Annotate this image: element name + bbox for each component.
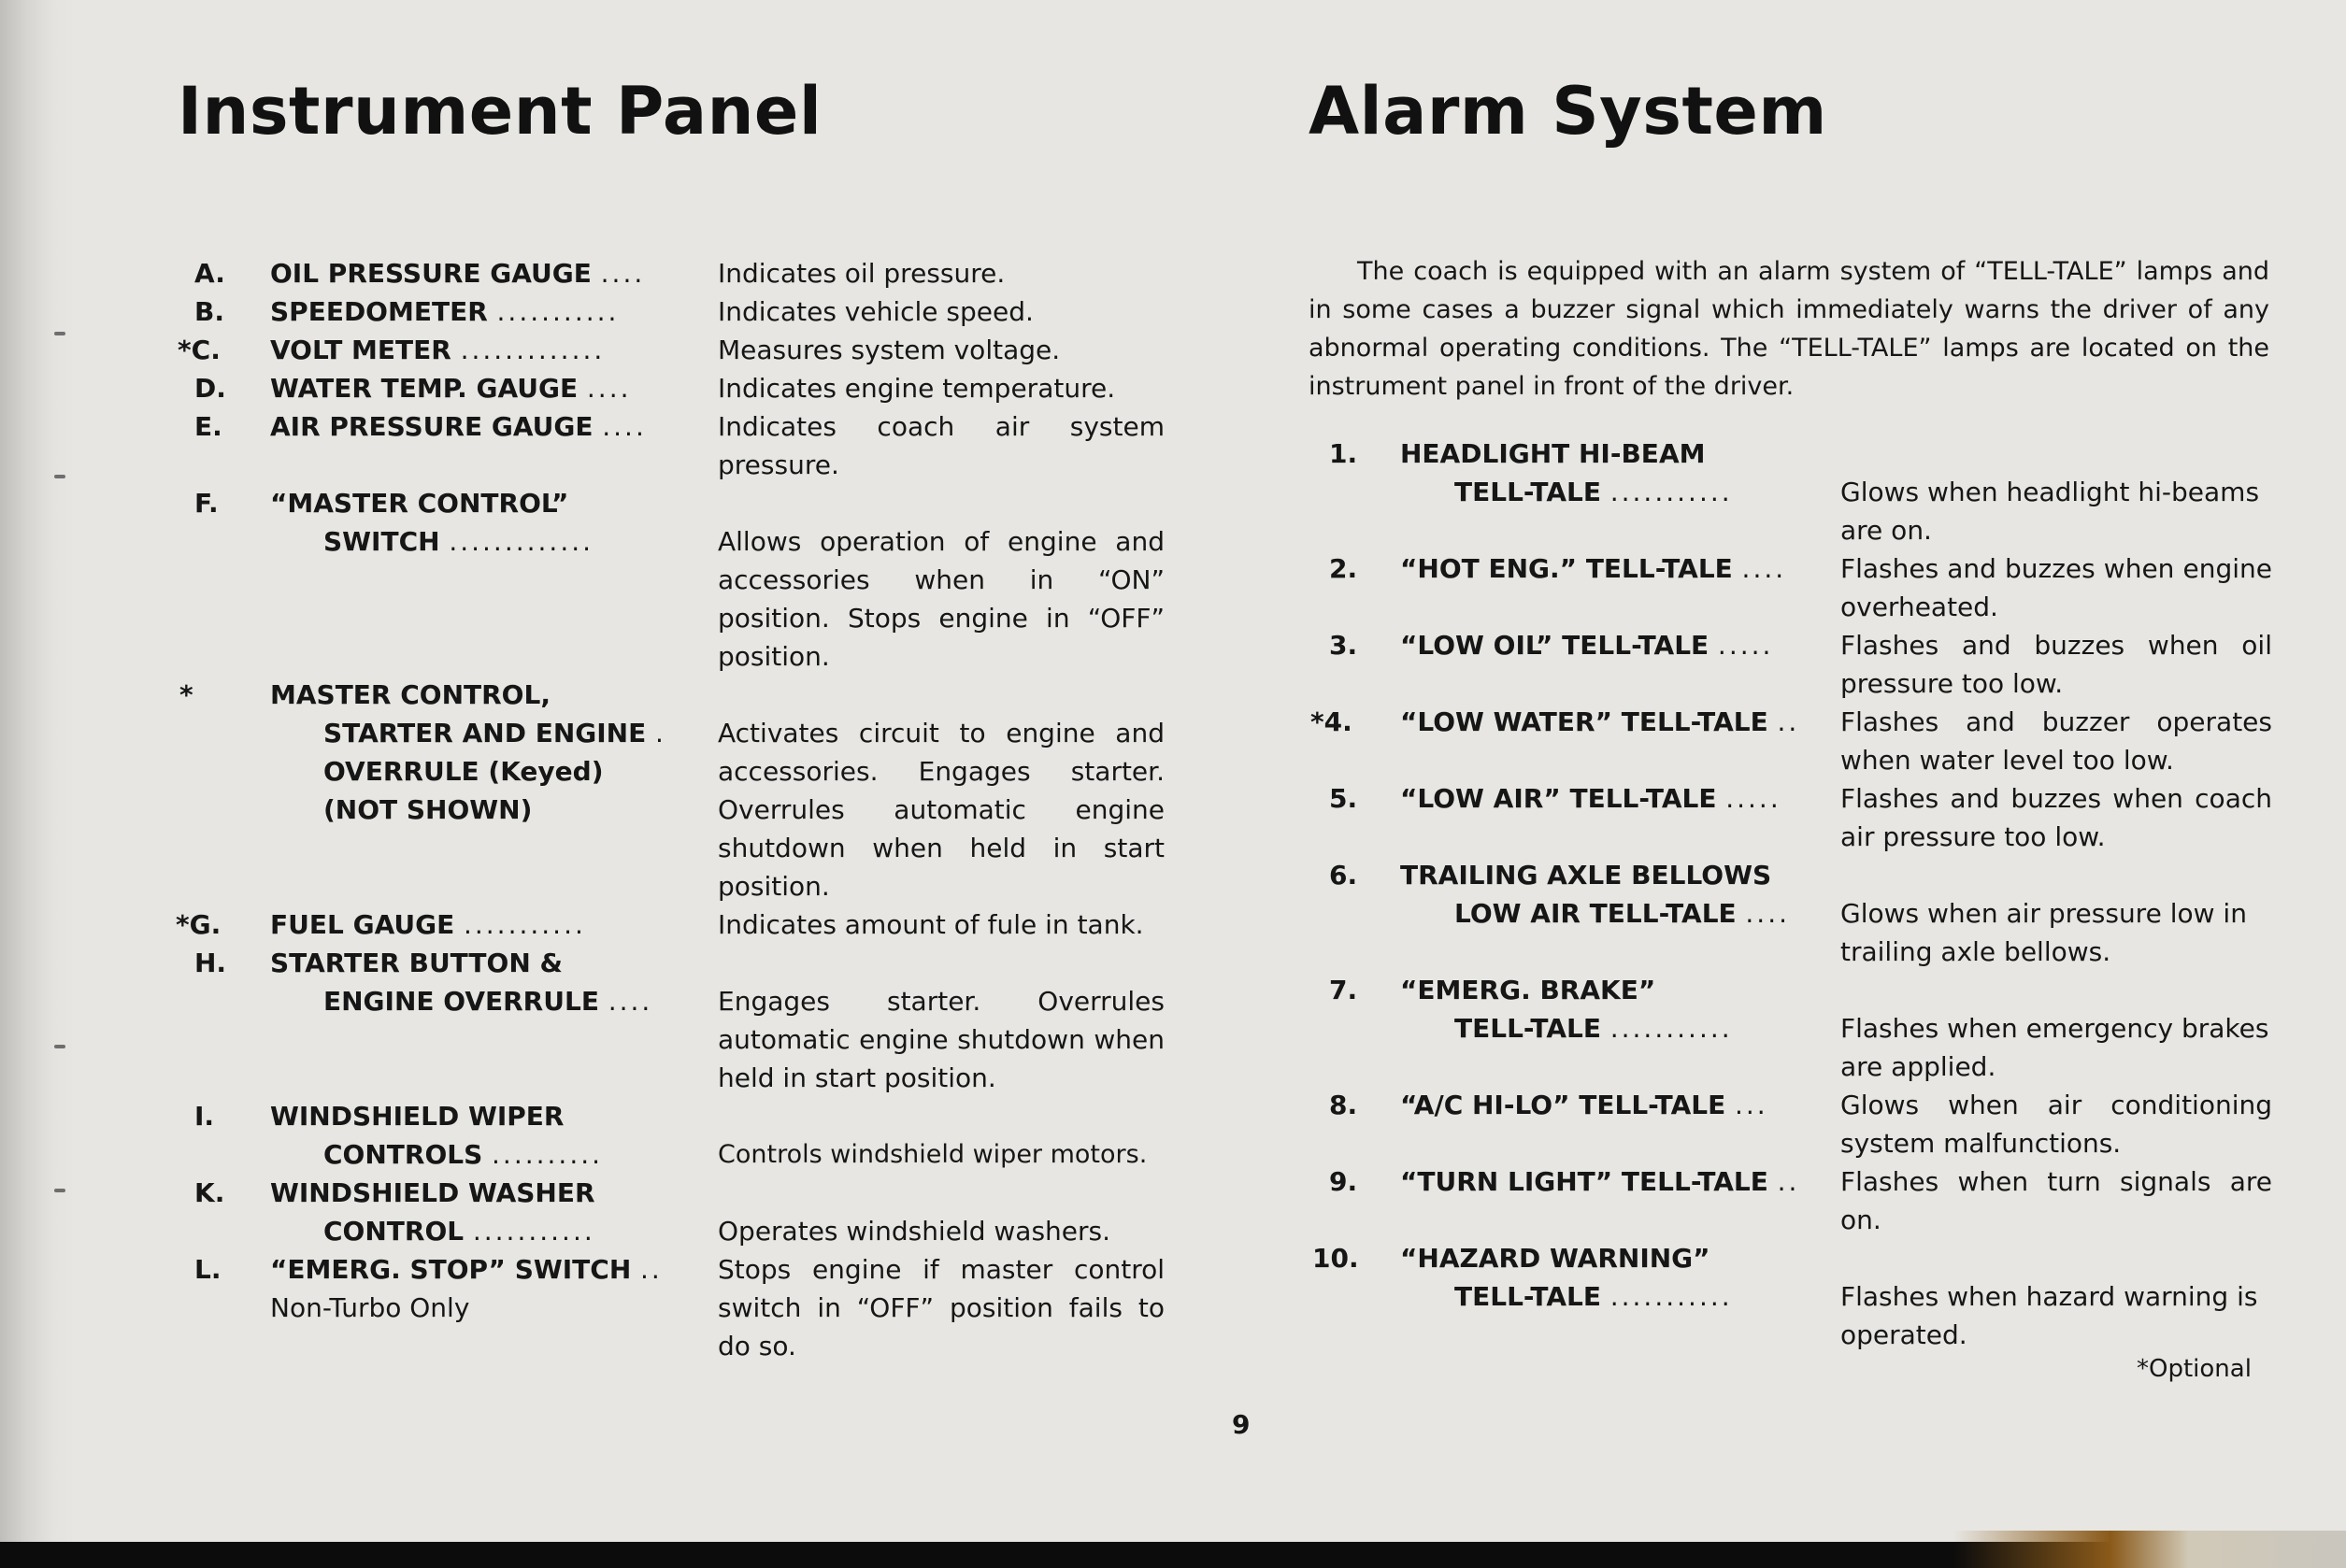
item-mark: E. (194, 411, 222, 442)
item-number: 6. (1329, 860, 1358, 891)
item-label: “EMERG. STOP” SWITCH .. (270, 1254, 663, 1285)
item-description: Flashes and buzzes when oil pressure too low. (1840, 630, 2272, 699)
item-label: TELL-TALE ........... (1454, 477, 1733, 507)
item-description: Flashes when emergency brakes are applied. (1840, 1013, 2269, 1082)
item-label: “A/C HI-LO” TELL-TALE ... (1400, 1090, 1768, 1120)
item-description: Indicates vehicle speed. (718, 296, 1034, 327)
item-label: “LOW WATER” TELL-TALE .. (1400, 706, 1800, 737)
page-number: 9 (1232, 1409, 1251, 1440)
item-label: SPEEDOMETER ........... (270, 296, 620, 327)
item-mark: * (179, 679, 193, 710)
item-number: 5. (1329, 783, 1358, 814)
item-mark: L. (194, 1254, 222, 1285)
item-mark: *G. (176, 909, 222, 940)
item-label: HEADLIGHT HI-BEAM (1400, 438, 1706, 469)
item-label: OVERRULE (Keyed) (323, 756, 604, 787)
item-description: Engages starter. Overrules automatic engine shutdown when held in start position. (718, 986, 1165, 1093)
item-label: AIR PRESSURE GAUGE .... (270, 411, 647, 442)
item-label: LOW AIR TELL-TALE .... (1454, 898, 1791, 929)
item-description: Activates circuit to engine and accessories. Engages starter. Overrules automatic engine shutdown when held in start position. (718, 718, 1165, 902)
item-mark: H. (194, 948, 227, 978)
item-label: CONTROLS .......... (323, 1139, 604, 1170)
item-number: *4. (1310, 706, 1352, 737)
item-mark: K. (194, 1177, 225, 1208)
item-description: Flashes and buzzer operates when water level too low. (1840, 706, 2272, 776)
item-label: “HOT ENG.” TELL-TALE .... (1400, 553, 1787, 584)
item-label: “HAZARD WARNING” (1400, 1243, 1710, 1274)
item-label: TELL-TALE ........... (1454, 1013, 1733, 1044)
item-mark: I. (194, 1101, 215, 1132)
item-label: “EMERG. BRAKE” (1400, 975, 1656, 1005)
item-description: Flashes and buzzes when engine overheated. (1840, 553, 2272, 622)
page-title-instrument-panel: Instrument Panel (178, 73, 823, 150)
optional-footnote: *Optional (2137, 1355, 2252, 1383)
item-label: CONTROL ........... (323, 1216, 595, 1247)
alarm-intro-paragraph: The coach is equipped with an alarm system of “TELL-TALE” lamps and in some cases a buzzer signal which immediately warns the driver of any abnormal operating conditions. The “TELL-TALE” lamps are located on the instrument panel in front of the driver. (1309, 257, 2269, 401)
item-label: SWITCH ............. (323, 526, 594, 557)
item-mark: A. (194, 258, 225, 289)
item-mark: *C. (178, 335, 221, 365)
item-label: STARTER AND ENGINE . (323, 718, 666, 748)
item-description: Glows when headlight hi-beams are on. (1840, 477, 2260, 546)
item-number: 9. (1329, 1166, 1358, 1197)
item-label: “MASTER CONTROL” (270, 488, 569, 519)
item-description: Allows operation of engine and accessories when in “ON” position. Stops engine in “OFF” position. (718, 526, 1165, 672)
item-label: “TURN LIGHT” TELL-TALE .. (1400, 1166, 1800, 1197)
item-label: WATER TEMP. GAUGE .... (270, 373, 632, 404)
item-number: 1. (1329, 438, 1358, 469)
item-description: Controls windshield wiper motors. (718, 1140, 1148, 1169)
item-label: WINDSHIELD WASHER (270, 1177, 595, 1208)
item-description: Stops engine if master control switch in “OFF” position fails to do so. (718, 1254, 1165, 1361)
book-spine-shadow (0, 0, 77, 1542)
item-description: Indicates coach air system pressure. (718, 411, 1165, 480)
binding-mark (54, 1045, 65, 1048)
item-label: TRAILING AXLE BELLOWS (1400, 860, 1772, 891)
item-label: (NOT SHOWN) (323, 794, 533, 825)
item-number: 10. (1312, 1243, 1359, 1274)
item-label: OIL PRESSURE GAUGE .... (270, 258, 646, 289)
item-description: Indicates amount of fule in tank. (718, 909, 1144, 940)
item-label: WINDSHIELD WIPER (270, 1101, 565, 1132)
item-description: Indicates oil pressure. (718, 258, 1006, 289)
page-title-alarm-system: Alarm System (1309, 73, 1827, 150)
item-label: ENGINE OVERRULE .... (323, 986, 653, 1017)
item-note: Non-Turbo Only (270, 1292, 470, 1323)
binding-mark (54, 332, 65, 335)
item-number: 8. (1329, 1090, 1358, 1120)
binding-mark (54, 475, 65, 478)
item-label: “LOW OIL” TELL-TALE ..... (1400, 630, 1774, 661)
item-label: VOLT METER ............. (270, 335, 606, 365)
item-label: “LOW AIR” TELL-TALE ..... (1400, 783, 1781, 814)
item-number: 7. (1329, 975, 1358, 1005)
item-description: Flashes when turn signals are on. (1840, 1166, 2272, 1235)
item-description: Operates windshield washers. (718, 1216, 1111, 1247)
item-mark: F. (194, 488, 219, 519)
item-label: MASTER CONTROL, (270, 679, 551, 710)
scan-bottom-glare (1953, 1531, 2346, 1568)
item-label: TELL-TALE ........... (1454, 1281, 1733, 1312)
item-description: Glows when air conditioning system malfunctions. (1840, 1090, 2272, 1159)
item-label: STARTER BUTTON & (270, 948, 563, 978)
binding-mark (54, 1189, 65, 1192)
item-description: Glows when air pressure low in trailing axle bellows. (1840, 898, 2247, 967)
item-number: 3. (1329, 630, 1358, 661)
item-number: 2. (1329, 553, 1358, 584)
item-description: Measures system voltage. (718, 335, 1061, 365)
item-mark: B. (194, 296, 224, 327)
item-label: FUEL GAUGE ........... (270, 909, 586, 940)
item-description: Indicates engine temperature. (718, 373, 1116, 404)
item-description: Flashes and buzzes when coach air pressure too low. (1840, 783, 2272, 852)
item-mark: D. (194, 373, 226, 404)
item-description: Flashes when hazard warning is operated. (1840, 1281, 2258, 1350)
